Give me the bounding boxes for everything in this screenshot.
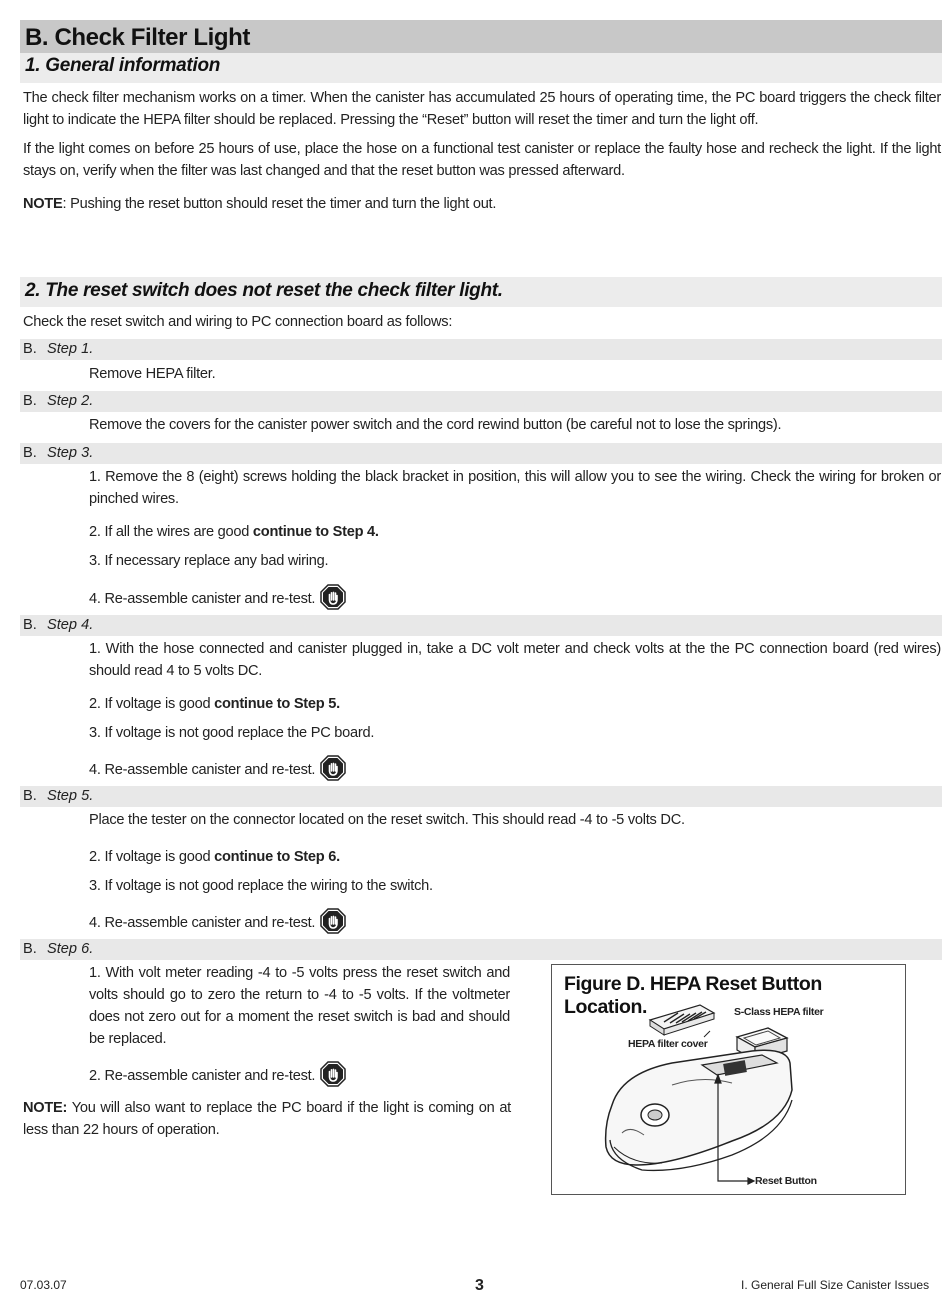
step-2-label: Step 2. [47, 393, 94, 409]
step-4-label: Step 4. [47, 617, 94, 633]
general-note [23, 193, 941, 215]
figure-hepa-reset [551, 964, 906, 1195]
figure-label-reset: Reset Button [755, 1175, 817, 1187]
step-prefix: B. [23, 941, 37, 957]
step-3-line-4-text: 4. Re-assemble canister and re-test. [89, 590, 316, 607]
step-5-line-2-emphasis: continue to Step 6. [214, 849, 340, 865]
figure-title: Figure D. HEPA Reset Button Location. [564, 973, 822, 1018]
stop-sign-icon [320, 908, 346, 934]
step-3-line-3: 3. If necessary replace any bad wiring. [89, 553, 329, 569]
step-6-line-2-text: 2. Re-assemble canister and re-test. [89, 1067, 316, 1084]
step-1-bar [20, 339, 942, 360]
step-prefix: B. [23, 445, 37, 461]
step-6-label: Step 6. [47, 941, 94, 957]
note-label: NOTE [23, 196, 63, 212]
final-note-label: NOTE: [23, 1100, 68, 1116]
final-note-text: You will also want to replace the PC board if the light is coming on at less than 22 hours of operation. [23, 1100, 511, 1138]
general-paragraph-1: The check filter mechanism works on a timer. When the canister has accumulated 25 hours of operating time, the PC board triggers the check filter light to indicate the HEPA filter should be replaced. Pressing the “Reset” button will reset the timer and turn the light off. [23, 90, 941, 128]
stop-sign-icon [320, 1061, 346, 1087]
vacuum-illustration [552, 965, 905, 1194]
step-3-line-2-text: 2. If all the wires are good [89, 524, 253, 540]
step-3-line-1: 1. Remove the 8 (eight) screws holding the black bracket in position, this will allow you to see the wiring. Check the wiring for broken or pinched wires. [89, 469, 941, 507]
step-6-line-2 [89, 1063, 510, 1089]
step-6-line-1: 1. With volt meter reading -4 to -5 volts press the reset switch and volts should go to zero the return to -4 to -5 volts. If the voltmeter does not zero out for a moment the reset switch is bad and should be replaced. [89, 965, 510, 1047]
stop-sign-icon [320, 755, 346, 781]
step-3-label: Step 3. [47, 445, 94, 461]
step-1-label: Step 1. [47, 341, 94, 357]
step-4-line-3: 3. If voltage is not good replace the PC board. [89, 725, 375, 741]
step-3-line-2-emphasis: continue to Step 4. [252, 524, 379, 540]
step-prefix: B. [23, 341, 37, 357]
reset-intro: Check the reset switch and wiring to PC connection board as follows: [23, 314, 453, 330]
step-5-line-4 [89, 910, 941, 936]
step-6-bar [20, 939, 942, 960]
step-5-label: Step 5. [47, 788, 94, 804]
step-3-line-4 [89, 586, 941, 612]
reset-heading-bar [20, 277, 942, 307]
step-2-line-1: Remove the covers for the canister power switch and the cord rewind button (be careful not to lose the springs). [89, 417, 782, 433]
step-4-line-2-emphasis: continue to Step 5. [214, 696, 340, 712]
figure-label-cover: HEPA filter cover [628, 1038, 708, 1050]
step-1-line-1: Remove HEPA filter. [89, 366, 216, 382]
step-4-line-1: 1. With the hose connected and canister plugged in, take a DC volt meter and check volts at the the PC connection board (red wires) should read 4 to 5 volts DC. [89, 641, 941, 679]
hepa-filter-cover-drawing [650, 1005, 714, 1035]
stop-sign-icon [320, 584, 346, 610]
general-paragraph-2: If the light comes on before 25 hours of use, place the hose on a functional test canister or replace the faulty hose and recheck the light. If the light stays on, verify when the filter was last changed and that the reset button was pressed afterward. [23, 141, 941, 179]
step-4-bar [20, 615, 942, 636]
step-5-line-2-text: 2. If voltage is good [89, 849, 215, 865]
step-prefix: B. [23, 393, 37, 409]
step-3-line-2 [89, 521, 941, 543]
reset-heading: 2. The reset switch does not reset the check filter light. [25, 280, 503, 301]
footer-date: 07.03.07 [20, 1278, 67, 1292]
figure-label-filter: S-Class HEPA filter [734, 1006, 824, 1018]
page-number: 3 [475, 1277, 484, 1294]
section-title-bar [20, 20, 942, 53]
footer-section: I. General Full Size Canister Issues [741, 1278, 930, 1292]
step-3-bar [20, 443, 942, 464]
step-5-line-1: Place the tester on the connector located on the reset switch. This should read -4 to -5 volts DC. [89, 812, 685, 828]
step-5-line-2 [89, 846, 941, 868]
step-prefix: B. [23, 788, 37, 804]
step-5-line-4-text: 4. Re-assemble canister and re-test. [89, 914, 316, 931]
final-note [23, 1097, 511, 1141]
note-text: : Pushing the reset button should reset the timer and turn the light out. [62, 196, 497, 212]
canister-body-drawing [606, 1050, 792, 1170]
step-4-line-2-text: 2. If voltage is good [89, 696, 215, 712]
section-title: B. Check Filter Light [25, 24, 250, 51]
step-4-line-4 [89, 757, 941, 783]
step-4-line-4-text: 4. Re-assemble canister and re-test. [89, 761, 316, 778]
step-5-line-3: 3. If voltage is not good replace the wiring to the switch. [89, 878, 433, 894]
step-4-line-2 [89, 693, 941, 715]
general-heading-bar [20, 53, 942, 83]
general-heading: 1. General information [25, 55, 221, 76]
step-5-bar [20, 786, 942, 807]
step-2-bar [20, 391, 942, 412]
step-prefix: B. [23, 617, 37, 633]
